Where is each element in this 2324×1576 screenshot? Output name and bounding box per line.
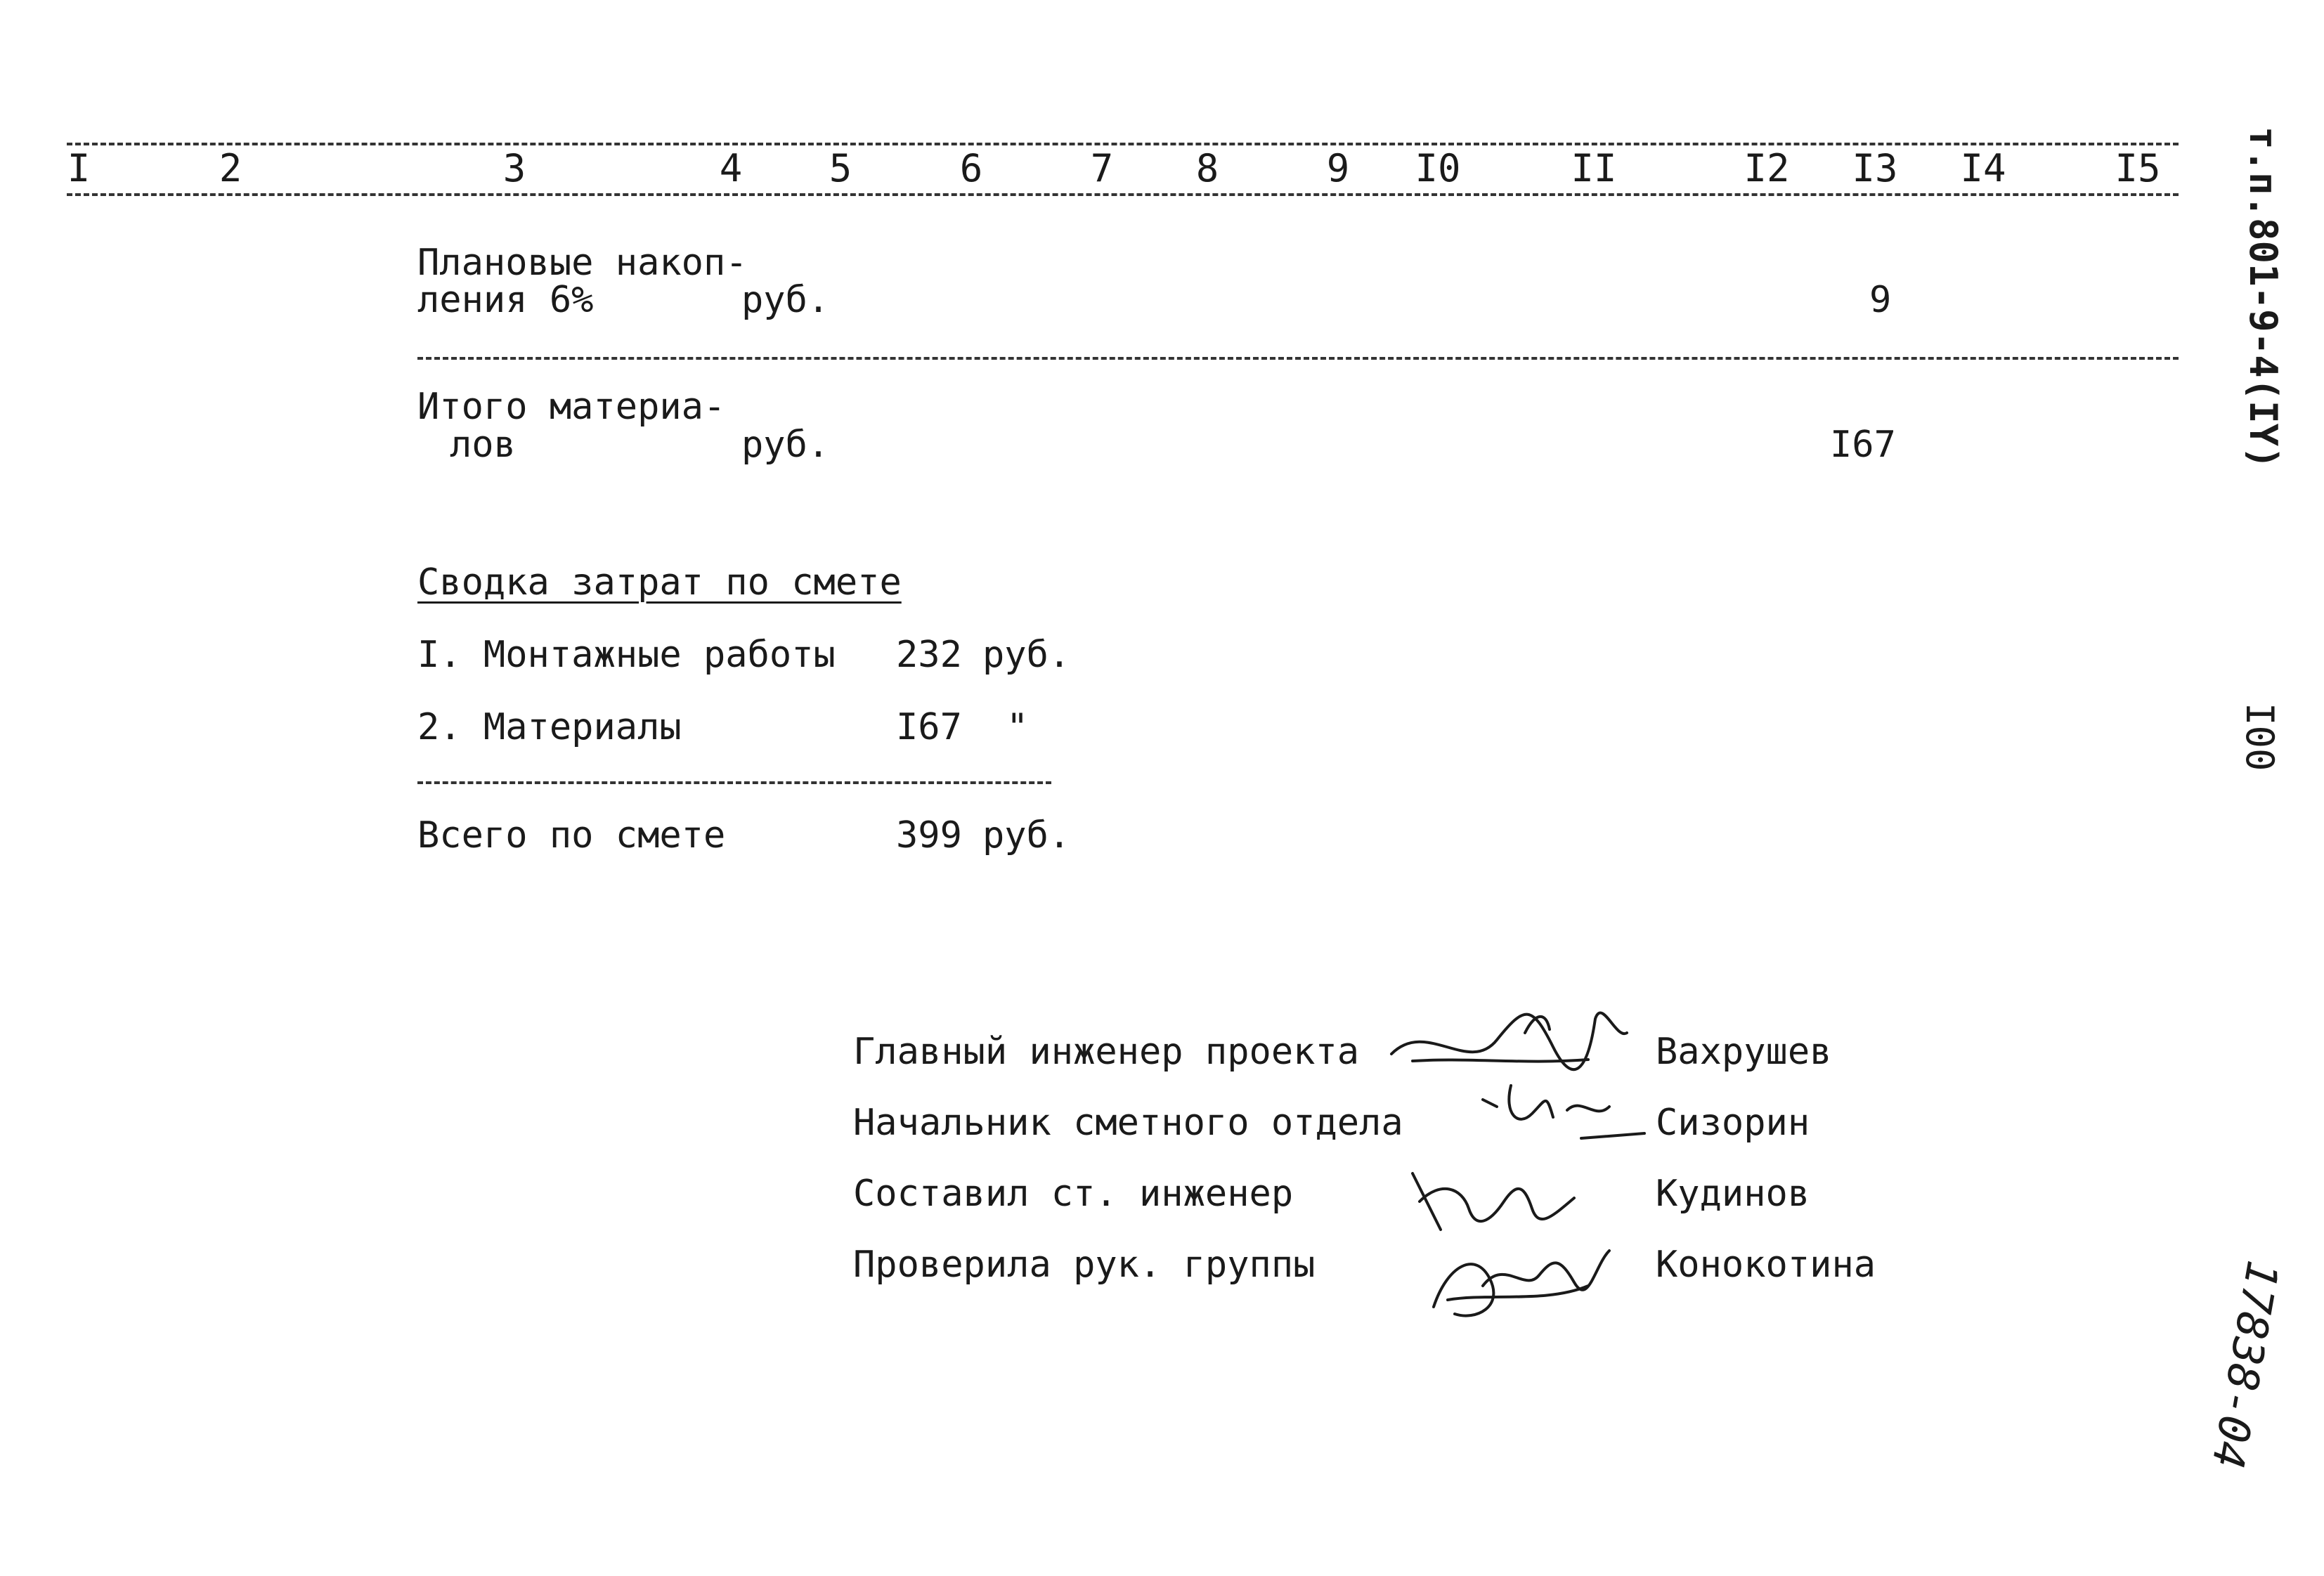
summary-item-unit: руб. xyxy=(982,634,1071,676)
row-total-materials-name-1: Итого материа- xyxy=(417,386,726,428)
header-rule-top xyxy=(67,143,2179,145)
signature-scribble-compiler xyxy=(1398,1159,1588,1244)
column-number: I4 xyxy=(1960,146,2006,190)
column-number: 4 xyxy=(719,146,743,190)
margin-page-number: I00 xyxy=(2238,703,2282,771)
row-total-materials-value: I67 xyxy=(1830,424,1896,466)
summary-total-amount: 399 xyxy=(896,814,962,857)
row-planned-savings-name-2: ления 6% xyxy=(417,279,594,321)
column-number: 5 xyxy=(829,146,852,190)
signature-position: Проверила рук. группы xyxy=(853,1244,1316,1286)
summary-item-label: I. Монтажные работы xyxy=(417,634,836,676)
column-number: 7 xyxy=(1090,146,1114,190)
summary-item-unit: " xyxy=(1006,706,1029,748)
row-total-materials-name-2: лов xyxy=(450,424,516,466)
signature-name: Кудинов xyxy=(1656,1173,1810,1215)
column-number: 6 xyxy=(959,146,983,190)
column-number: II xyxy=(1571,146,1617,190)
column-number: I xyxy=(67,146,91,190)
column-number: 2 xyxy=(219,146,242,190)
margin-doc-code: т.п.801-9-4(IY) xyxy=(2241,126,2285,469)
signature-position: Составил ст. инженер xyxy=(853,1173,1294,1215)
signature-scribble-estimate-head xyxy=(1469,1079,1658,1149)
column-number: 9 xyxy=(1326,146,1350,190)
row-total-materials-unit: руб. xyxy=(741,424,830,466)
summary-item-amount: 232 xyxy=(896,634,962,676)
column-number: I3 xyxy=(1852,146,1898,190)
column-number: I5 xyxy=(2115,146,2161,190)
summary-separator xyxy=(417,781,1051,784)
summary-total-unit: руб. xyxy=(982,814,1071,857)
signature-name: Вахрушев xyxy=(1656,1031,1832,1073)
column-number: 8 xyxy=(1195,146,1219,190)
summary-item-amount: I67 xyxy=(896,706,962,748)
row-separator xyxy=(417,357,2179,360)
signature-name: Сизорин xyxy=(1656,1102,1810,1144)
column-number: 3 xyxy=(502,146,526,190)
column-number: I2 xyxy=(1744,146,1790,190)
summary-title: Сводка затрат по смете xyxy=(417,561,902,604)
column-number: I0 xyxy=(1415,146,1461,190)
signature-position: Начальник сметного отдела xyxy=(853,1102,1403,1144)
signature-scribble-chief-engineer xyxy=(1384,991,1644,1089)
row-planned-savings-value: 9 xyxy=(1869,279,1892,321)
row-planned-savings-unit: руб. xyxy=(741,279,830,321)
summary-total-label: Всего по смете xyxy=(417,814,726,857)
margin-inventory-number: 17838-04 xyxy=(2202,1256,2289,1473)
summary-item-label: 2. Материалы xyxy=(417,706,682,748)
row-planned-savings-name-1: Плановые накоп- xyxy=(417,242,748,284)
signature-name: Конокотина xyxy=(1656,1244,1876,1286)
signature-scribble-checker xyxy=(1420,1237,1623,1328)
header-rule-bottom xyxy=(67,193,2179,196)
signature-position: Главный инженер проекта xyxy=(853,1031,1360,1073)
